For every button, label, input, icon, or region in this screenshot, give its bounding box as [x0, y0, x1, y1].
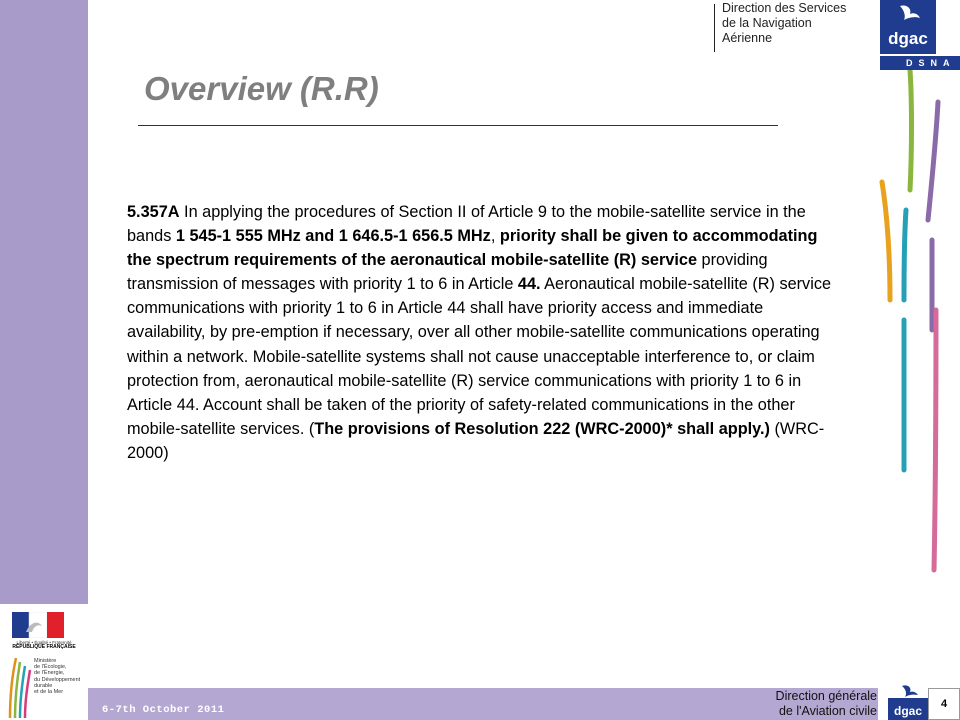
priority-statement: priority shall be given to accommodating the spectrum requirements of the aeronautical mobile-satellite (R) service [127, 227, 818, 270]
title-underline [138, 125, 778, 126]
header-org-label: Direction des Services de la Navigation Aérienne [722, 1, 847, 45]
ministry-line: du Développement [34, 676, 81, 683]
footer-logo-text: dgac [893, 704, 923, 718]
marianne-flag-icon [12, 612, 64, 638]
footer-dgac-logo-icon [888, 684, 928, 720]
ministry-line: de l'Écologie, [34, 664, 67, 671]
regulation-paragraph [127, 200, 842, 465]
ministry-line: et de la Mer [34, 689, 64, 696]
resolution-statement: The provisions of Resolution 222 (WRC-2000)* shall apply.) [314, 419, 770, 438]
slide-title: Overview (R.R) [144, 70, 379, 107]
ministry-line: Ministère [34, 658, 57, 664]
ministry-stripes-icon [6, 656, 32, 718]
motto-text: Liberté • Égalité • Fraternité [16, 640, 72, 645]
republic-label: RÉPUBLIQUE FRANÇAISE [12, 644, 76, 650]
ministry-line: durable [34, 682, 53, 689]
dgac-logo-text: dgac [888, 29, 928, 48]
ministry-name [34, 658, 88, 695]
dsna-label: DSNA [880, 56, 960, 70]
header-separator [714, 4, 715, 52]
article-reference: 44. [517, 275, 541, 294]
ministry-line: de l'Énergie, [34, 670, 65, 677]
paragraph-text: providing transmission of messages with priority 1 to 6 in Article [127, 251, 768, 294]
frequency-bands: 1 545-1 555 MHz and 1 646.5-1 656.5 MHz [175, 227, 491, 246]
paragraph-text: , [490, 227, 500, 246]
paragraph-text: In applying the procedures of Section II of Article 9 to the mobile-satellite service in the bands [127, 203, 806, 246]
paragraph-text: Aeronautical mobile-satellite (R) service communications with priority 1 to 6 in Article 44 shall have priority access and immediate availability, by pre-emption if necessary, over all other mobile-satellite communications operating within a network. Mobile-satellite systems shall not cause unacceptable interference to, or claim protection from, aeronautical mobile-satellite (R) service communications with priority 1 to 6 in Article 44. Account shall be taken of the priority of safety-related communications in the other mobile-satellite services. ( [127, 275, 832, 438]
dgac-logo-icon [880, 0, 936, 54]
footer-date: 6-7th October 2011 [102, 704, 225, 716]
decorative-stripes-icon [860, 70, 960, 680]
footnote-number: 5.357A [127, 203, 180, 221]
footer-dgac-label: Direction générale de l'Aviation civile [775, 689, 877, 718]
paragraph-text: (WRC-2000) [127, 419, 825, 462]
page-number: 4 [928, 688, 960, 720]
ministry-logo-block [0, 604, 88, 720]
